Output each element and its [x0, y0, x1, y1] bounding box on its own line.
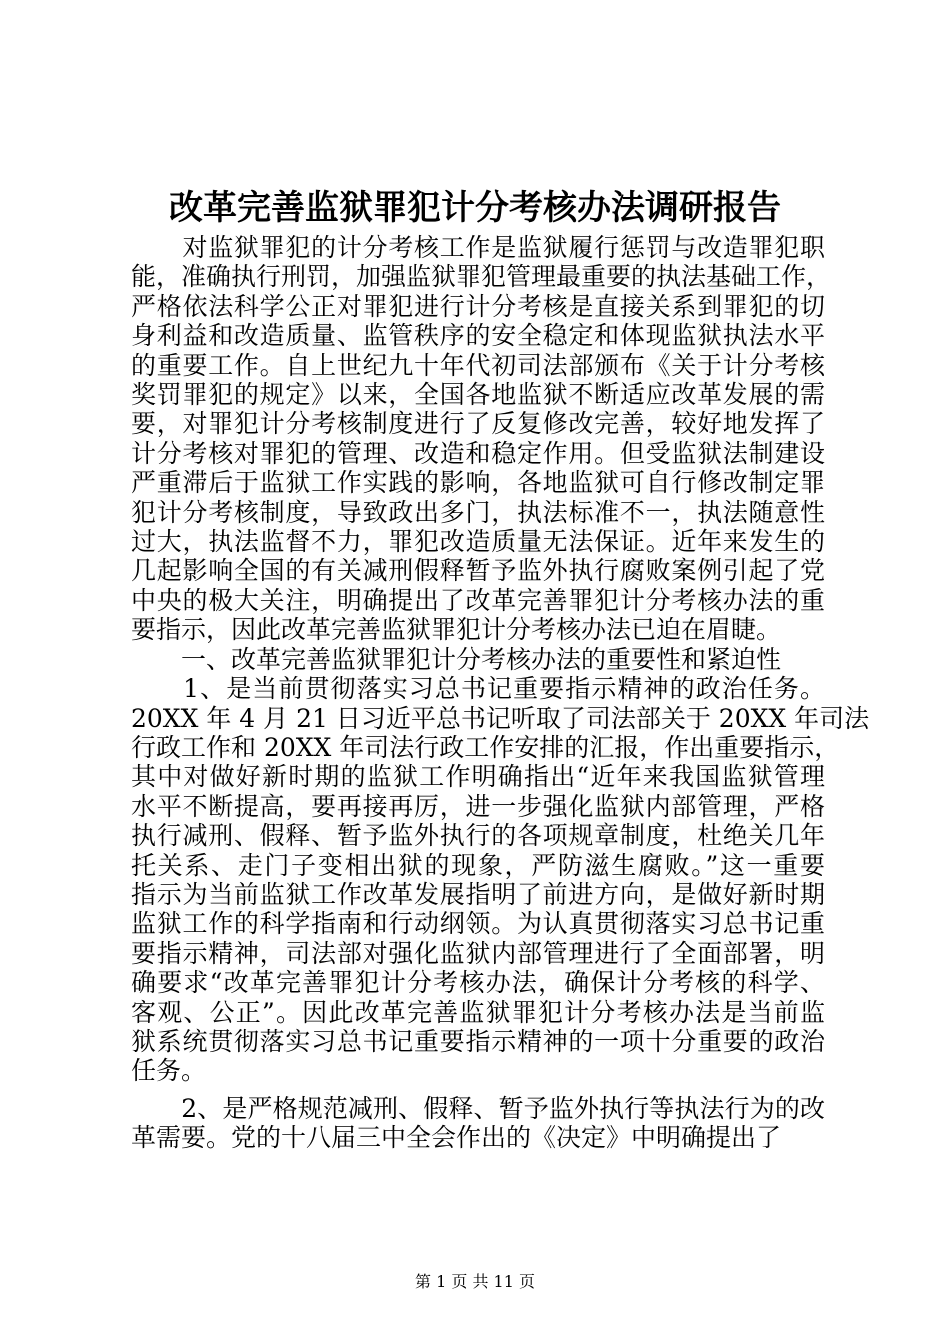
text-line: 的重要工作。自上世纪九十年代初司法部颁布《关于计分考核: [131, 350, 825, 380]
text-line: 过大，执法监督不力，罪犯改造质量无法保证。近年来发生的: [131, 527, 825, 557]
text-line: 20XX 年 4 月 21 日习近平总书记听取了司法部关于 20XX 年司法: [131, 703, 870, 733]
text-line: 确要求“改革完善罪犯计分考核办法，确保计分考核的科学、: [131, 968, 825, 998]
text-line: 行政工作和 20XX 年司法行政工作安排的汇报，作出重要指示，: [131, 732, 840, 762]
text-line: 要指示精神，司法部对强化监狱内部管理进行了全面部署，明: [131, 938, 825, 968]
text-line: 1、是当前贯彻落实习总书记重要指示精神的政治任务。: [131, 674, 825, 704]
text-line: 要，对罪犯计分考核制度进行了反复修改完善，较好地发挥了: [131, 409, 825, 439]
page-number-footer: 第 1 页 共 11 页: [415, 1272, 535, 1291]
paragraph-point-2: [131, 1094, 825, 1153]
text-line: 对监狱罪犯的计分考核工作是监狱履行惩罚与改造罪犯职: [131, 233, 825, 262]
paragraph-gap: [131, 1086, 825, 1094]
text-line: 身利益和改造质量、监管秩序的安全稳定和体现监狱执法水平: [131, 321, 825, 351]
text-line: 奖罚罪犯的规定》以来，全国各地监狱不断适应改革发展的需: [131, 380, 825, 410]
text-line: 要指示，因此改革完善监狱罪犯计分考核办法已迫在眉睫。: [131, 615, 782, 645]
text-line: 严重滞后于监狱工作实践的影响，各地监狱可自行修改制定罪: [131, 468, 825, 498]
text-line: 犯计分考核制度，导致政出多门，执法标准不一，执法随意性: [131, 497, 825, 527]
text-line: 托关系、走门子变相出狱的现象，严防滋生腐败。”这一重要: [131, 850, 825, 880]
text-line: 水平不断提高，要再接再厉，进一步强化监狱内部管理，严格: [131, 791, 825, 821]
text-line: 几起影响全国的有关减刑假释暂予监外执行腐败案例引起了党: [131, 556, 825, 586]
text-line: 2、是严格规范减刑、假释、暂予监外执行等执法行为的改: [131, 1093, 825, 1123]
text-line: 中央的极大关注，明确提出了改革完善罪犯计分考核办法的重: [131, 585, 825, 615]
section-heading-1: [131, 645, 825, 674]
text-line: 严格依法科学公正对罪犯进行计分考核是直接关系到罪犯的切: [131, 291, 825, 321]
paragraph-intro: [131, 233, 832, 645]
text-line: 监狱工作的科学指南和行动纲领。为认真贯彻落实习总书记重: [131, 909, 825, 939]
document-body: [131, 233, 870, 1153]
document-title: 改革完善监狱罪犯计分考核办法调研报告: [169, 188, 781, 228]
text-line: 一、改革完善监狱罪犯计分考核办法的重要性和紧迫性: [131, 644, 782, 674]
text-line: 客观、公正”。因此改革完善监狱罪犯计分考核办法是当前监: [131, 997, 825, 1027]
text-line: 革需要。党的十八届三中全会作出的《决定》中明确提出了: [131, 1123, 782, 1153]
text-line: 指示为当前监狱工作改革发展指明了前进方向，是做好新时期: [131, 879, 825, 909]
text-line: 能，准确执行刑罚，加强监狱罪犯管理最重要的执法基础工作，: [131, 262, 832, 292]
text-line: 计分考核对罪犯的管理、改造和稳定作用。但受监狱法制建设: [131, 438, 825, 468]
text-line: 任务。: [131, 1056, 207, 1086]
text-line: 执行减刑、假释、暂予监外执行的各项规章制度，杜绝关几年: [131, 821, 825, 851]
text-line: 狱系统贯彻落实习总书记重要指示精神的一项十分重要的政治: [131, 1026, 825, 1056]
text-line: 其中对做好新时期的监狱工作明确指出“近年来我国监狱管理: [131, 762, 825, 792]
paragraph-point-1: [131, 674, 870, 1086]
